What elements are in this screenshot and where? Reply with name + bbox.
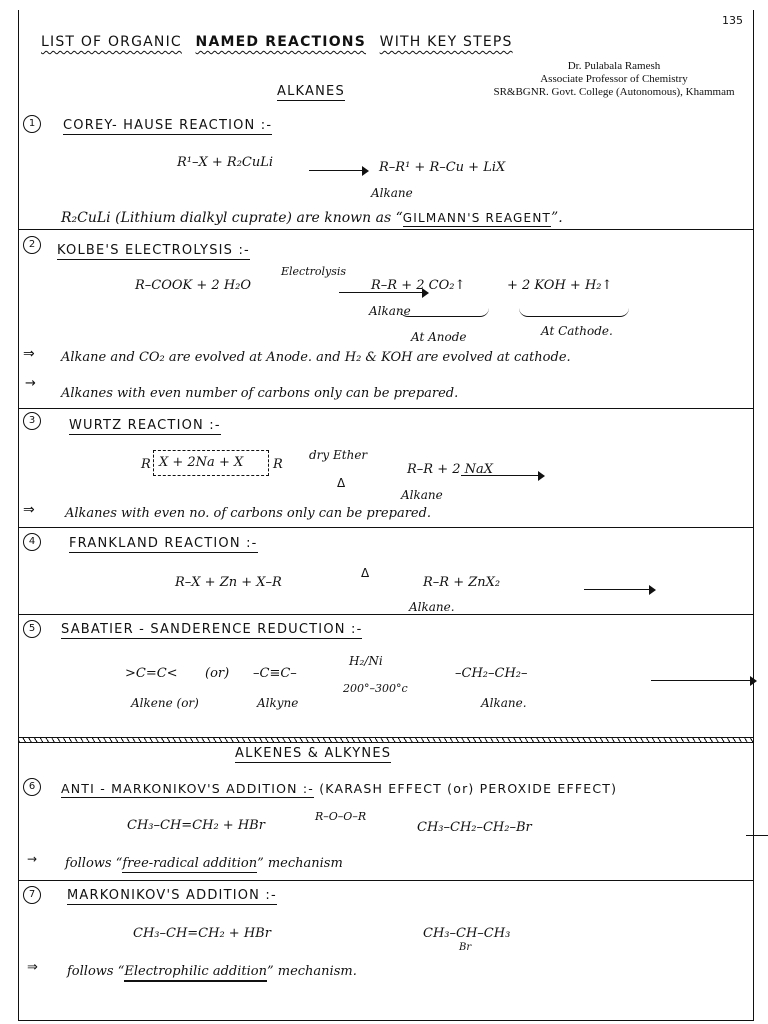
equation-products: –CH₂–CH₂–	[455, 666, 528, 681]
title-part-bold: NAMED REACTIONS	[195, 34, 367, 50]
section-divider	[19, 408, 753, 409]
arrow-icon	[309, 166, 369, 176]
arrow-label-below: 200°–300°c	[343, 682, 408, 695]
author-college: SR&BGNR. Govt. College (Autonomous), Khammam	[493, 86, 735, 98]
reaction-number: 4	[23, 533, 41, 551]
reaction-title: MARKONIKOV'S ADDITION :-	[67, 888, 277, 903]
implies-icon: ⇒	[27, 960, 38, 975]
arrow-bullet-icon: →	[25, 376, 36, 391]
author-name: Dr. Pulabala Ramesh	[567, 60, 661, 72]
reaction-title: WURTZ REACTION :-	[69, 418, 221, 433]
product-label: Alkane	[401, 488, 443, 502]
title-part-1: LIST OF ORGANIC	[41, 34, 182, 50]
equation-products: R–R + ZnX₂	[423, 575, 501, 590]
note-text: R₂CuLi (Lithium dialkyl cuprate) are known as “	[61, 210, 403, 226]
reaction-title-extra: (KARASH EFFECT (or) PEROXIDE EFFECT)	[319, 781, 618, 796]
anode-label: At Anode	[411, 330, 467, 344]
note-text: follows “	[67, 964, 125, 979]
reaction-note	[65, 856, 343, 871]
reaction-note	[67, 964, 357, 979]
equation-r-left: R	[141, 457, 151, 472]
reactant-label-alkyne: Alkyne	[257, 696, 299, 710]
reaction-title: KOLBE'S ELECTROLYSIS :-	[57, 243, 250, 258]
equation-or: (or)	[205, 666, 230, 681]
section-heading-alkenes: ALKENES & ALKYNES	[235, 746, 392, 761]
arrow-label: R–O–O–R	[315, 810, 367, 823]
note-text-end: ” mechanism	[257, 856, 343, 871]
note-keyword: GILMANN'S REAGENT	[402, 211, 552, 225]
reaction-title: ANTI - MARKONIKOV'S ADDITION :-	[61, 781, 315, 796]
equation-reactants: R–COOK + 2 H₂O	[135, 278, 252, 293]
reaction-note	[61, 210, 563, 226]
reaction-number: 6	[23, 778, 41, 796]
equation-reactants: R¹–X + R₂CuLi	[177, 155, 274, 170]
note-text: follows “	[65, 856, 123, 871]
equation-reactants: CH₃–CH=CH₂ + HBr	[133, 926, 271, 941]
equation-reactants: CH₃–CH=CH₂ + HBr	[127, 818, 265, 833]
equation-products-anode: R–R + 2 CO₂↑	[371, 278, 466, 293]
reaction-note: Alkane and CO₂ are evolved at Anode. and H₂ & KOH are evolved at cathode.	[61, 350, 571, 365]
author-block	[479, 60, 749, 99]
page-title	[41, 34, 513, 50]
reaction-number: 7	[23, 886, 41, 904]
equation-alkene: >C=C<	[125, 666, 178, 681]
arrow-icon	[584, 585, 656, 595]
page-number: 135	[722, 14, 743, 27]
equation-reactants: R–X + Zn + X–R	[175, 575, 282, 590]
product-label: Alkane.	[481, 696, 527, 710]
reaction-number: 3	[23, 412, 41, 430]
arrow-label: H₂/Ni	[349, 654, 383, 668]
reaction-note: Alkanes with even number of carbons only can be prepared.	[61, 386, 459, 401]
reaction-number: 2	[23, 236, 41, 254]
equation-substituent: Br	[459, 942, 472, 953]
equation-products: R–R + 2 NaX	[407, 462, 494, 477]
reaction-number: 5	[23, 620, 41, 638]
arrow-icon	[651, 676, 757, 686]
reaction-title: FRANKLAND REACTION :-	[69, 536, 258, 551]
reaction-title: COREY- HAUSE REACTION :-	[63, 118, 273, 133]
equation-boxed: X + 2Na + X	[159, 455, 244, 470]
cathode-label: At Cathode.	[541, 324, 613, 338]
arrow-icon	[746, 831, 768, 841]
title-part-3: WITH KEY STEPS	[379, 34, 513, 50]
arrow-label: Electrolysis	[281, 265, 347, 278]
equation-products: CH₃–CH–CH₃	[423, 926, 511, 941]
note-text-end: ” mechanism.	[266, 964, 357, 979]
section-heading-alkanes: ALKANES	[277, 84, 345, 99]
reaction-note: Alkanes with even no. of carbons only can be prepared.	[65, 506, 432, 521]
section-divider	[19, 527, 753, 528]
arrow-label: dry Ether	[309, 448, 368, 462]
product-label: Alkane.	[409, 600, 455, 614]
equation-r-right: R	[273, 457, 283, 472]
product-label: Alkane	[369, 304, 411, 318]
note-text-end: ”.	[551, 210, 563, 226]
reaction-title-line	[61, 781, 617, 796]
section-divider	[19, 880, 753, 881]
product-label: Alkane	[371, 186, 413, 200]
equation-alkyne: –C≡C–	[253, 666, 297, 681]
arrow-label-below: Δ	[337, 476, 346, 490]
section-divider-double	[19, 737, 753, 743]
section-divider	[19, 614, 753, 615]
equation-products: CH₃–CH₂–CH₂–Br	[417, 820, 532, 835]
reaction-number: 1	[23, 115, 41, 133]
equation-products: R–R¹ + R–Cu + LiX	[379, 160, 506, 175]
note-keyword: free-radical addition	[122, 856, 258, 871]
reactant-label-alkene: Alkene (or)	[131, 696, 199, 710]
anode-brace	[399, 308, 489, 317]
implies-icon: ⇒	[23, 502, 35, 518]
author-role: Associate Professor of Chemistry	[540, 73, 688, 85]
section-divider	[19, 229, 753, 230]
arrow-bullet-icon: →	[27, 852, 38, 866]
implies-icon: ⇒	[23, 346, 35, 362]
equation-products-cathode: + 2 KOH + H₂↑	[507, 278, 613, 293]
reaction-title: SABATIER - SANDERENCE REDUCTION :-	[61, 622, 363, 637]
note-keyword: Electrophilic addition	[124, 964, 267, 982]
notes-sheet	[18, 10, 754, 1021]
arrow-label: Δ	[361, 566, 370, 580]
cathode-brace	[519, 308, 629, 317]
